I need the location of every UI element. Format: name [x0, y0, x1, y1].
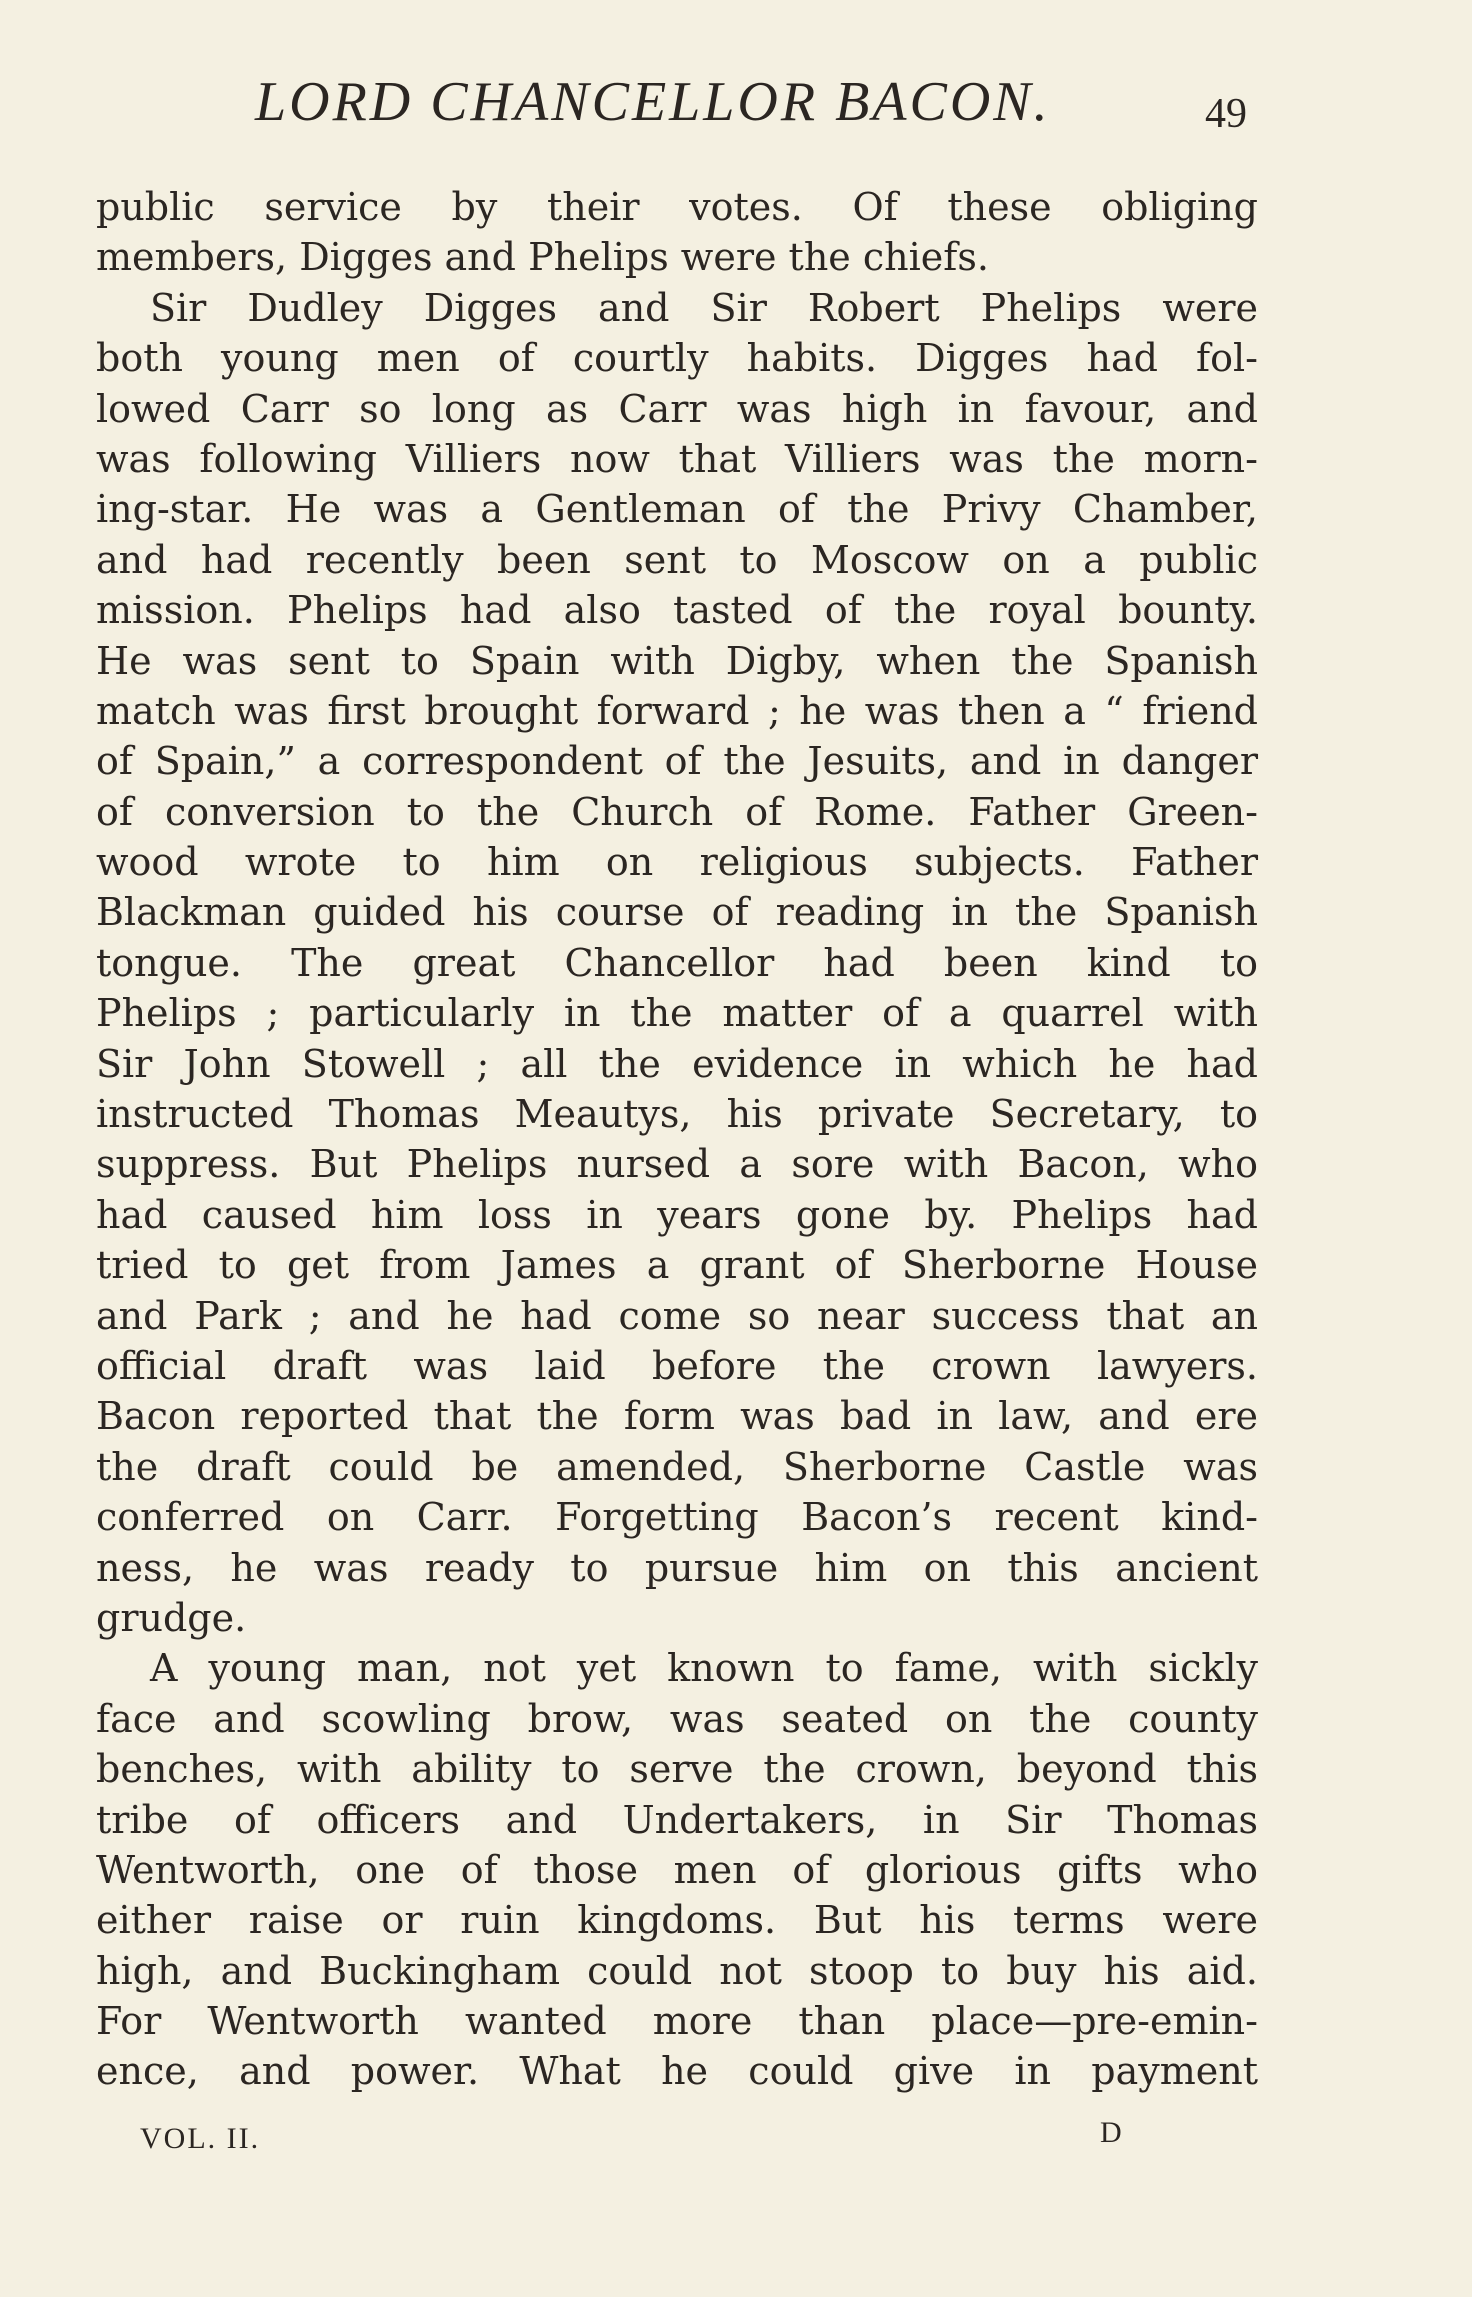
text-line: He was sent to Spain with Digby, when the Spanish	[96, 638, 1258, 683]
text-line: grudge.	[96, 1595, 247, 1640]
text-line: tongue. The great Chancellor had been kind to	[96, 940, 1258, 985]
text-line: mission. Phelips had also tasted of the royal bounty.	[96, 588, 1258, 633]
text-line: Wentworth, one of those men of glorious gifts who	[96, 1847, 1258, 1892]
text-line: Blackman guided his course of reading in the Spanish	[96, 890, 1258, 935]
text-line: suppress. But Phelips nursed a sore with Bacon, who	[96, 1142, 1258, 1187]
text-line: ing-star. He was a Gentleman of the Privy Chamber,	[96, 487, 1258, 532]
text-line: conferred on Carr. Forgetting Bacon’s recent kind-	[96, 1495, 1258, 1540]
text-line: instructed Thomas Meautys, his private Secretary, to	[96, 1092, 1258, 1137]
text-line: official draft was laid before the crown lawyers.	[96, 1343, 1258, 1388]
text-line: benches, with ability to serve the crown, beyond this	[96, 1747, 1258, 1792]
running-title: LORD CHANCELLOR BACON.	[255, 71, 1051, 133]
volume-label: VOL. II.	[140, 2122, 261, 2155]
text-line: tribe of officers and Undertakers, in Sir Thomas	[96, 1797, 1258, 1842]
text-line: Phelips ; particularly in the matter of a quarrel with	[96, 991, 1258, 1036]
text-line: ence, and power. What he could give in payment	[96, 2049, 1258, 2094]
text-line: Bacon reported that the form was bad in law, and ere	[96, 1394, 1258, 1439]
text-line: had caused him loss in years gone by. Phelips had	[96, 1192, 1258, 1237]
signature-mark: D	[1100, 2116, 1122, 2149]
text-line: and Park ; and he had come so near success that an	[96, 1293, 1258, 1338]
text-line: both young men of courtly habits. Digges had fol-	[96, 336, 1258, 381]
text-line: match was first brought forward ; he was then a “ friend	[96, 688, 1258, 733]
text-line: of Spain,” a correspondent of the Jesuits, and in danger	[96, 739, 1258, 784]
text-line: For Wentworth wanted more than place—pre-emin-	[96, 1999, 1258, 2044]
text-line: and had recently been sent to Moscow on a public	[96, 537, 1258, 582]
text-line: A young man, not yet known to fame, with sickly	[150, 1646, 1258, 1691]
text-line: Sir John Stowell ; all the evidence in which he had	[96, 1041, 1258, 1086]
body-text	[96, 182, 1258, 2097]
text-line: of conversion to the Church of Rome. Father Green-	[96, 789, 1258, 834]
text-line: Sir Dudley Digges and Sir Robert Phelips were	[150, 285, 1258, 330]
text-line: high, and Buckingham could not stoop to buy his aid.	[96, 1948, 1258, 1993]
text-line: tried to get from James a grant of Sherborne House	[96, 1243, 1258, 1288]
text-line: face and scowling brow, was seated on the county	[96, 1696, 1258, 1741]
text-line: ness, he was ready to pursue him on this ancient	[96, 1545, 1258, 1590]
text-line: wood wrote to him on religious subjects. Father	[96, 840, 1258, 885]
text-line: members, Digges and Phelips were the chiefs.	[96, 235, 989, 280]
text-line: the draft could be amended, Sherborne Castle was	[96, 1444, 1258, 1489]
text-line: either raise or ruin kingdoms. But his terms were	[96, 1898, 1258, 1943]
text-line: public service by their votes. Of these obliging	[96, 185, 1258, 229]
text-line: lowed Carr so long as Carr was high in favour, and	[96, 386, 1258, 431]
text-line: was following Villiers now that Villiers was the morn-	[96, 436, 1258, 481]
page-number: 49	[1205, 91, 1247, 137]
